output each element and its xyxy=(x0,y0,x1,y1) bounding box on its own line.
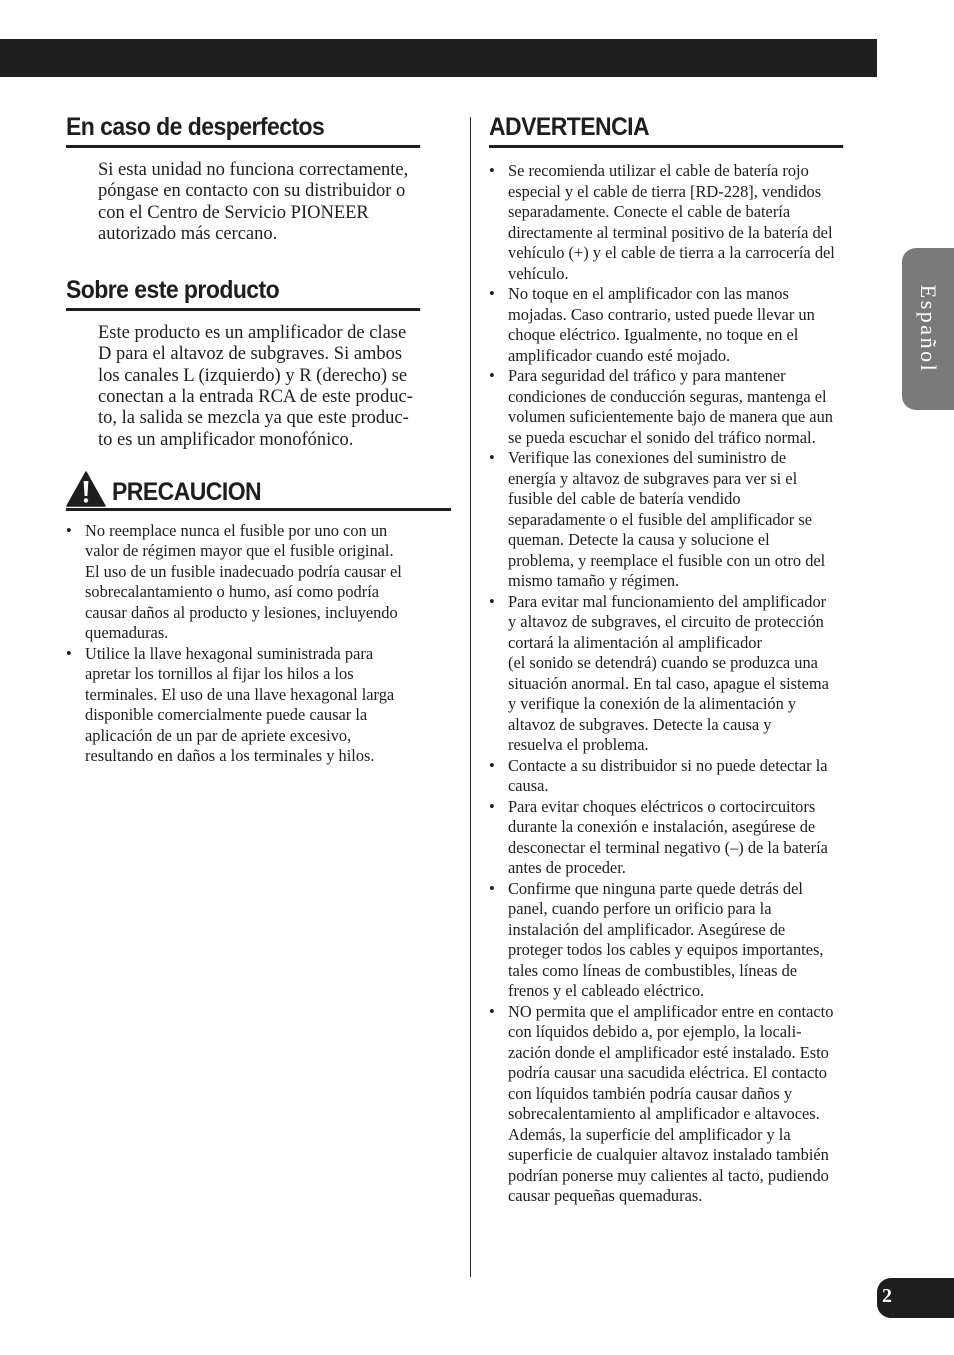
bullet-mark: • xyxy=(489,878,495,898)
text-line: se pueda escuchar el sonido del tráfico normal. xyxy=(508,427,816,447)
header-bar xyxy=(0,39,877,77)
text-line: zación donde el amplificador esté instalado. Esto xyxy=(508,1042,829,1062)
text-line: autorizado más cercano. xyxy=(98,223,278,244)
text-line: separadamente. Conecte el cable de batería xyxy=(508,202,791,221)
text-line: causa. xyxy=(508,776,549,795)
text-line: NO permita que el amplificador entre en contacto xyxy=(508,1001,834,1021)
text-line: disponible comercialmente puede causar la xyxy=(85,705,368,725)
text-line: con líquidos debido a, por ejemplo, la locali- xyxy=(508,1022,802,1041)
text-line: mismo tamaño y régimen. xyxy=(508,571,680,590)
text-line: queman. Detecte la causa y solucione el xyxy=(508,530,770,549)
text-line: resuelva el problema. xyxy=(508,735,649,754)
text-line: valor de régimen mayor que el fusible original. xyxy=(85,541,394,561)
bullet-mark: • xyxy=(489,448,495,467)
text-line: frenos y el cableado eléctrico. xyxy=(508,981,705,1000)
list-item xyxy=(489,879,874,1002)
text-line: proteger todos los cables y equipos importantes, xyxy=(508,940,824,959)
text-line: sobrecalentamiento al amplificador e altavoces. xyxy=(508,1104,820,1123)
text-line: tales como líneas de combustibles, líneas de xyxy=(508,960,798,980)
section-body-desperfectos xyxy=(98,160,451,245)
language-tab xyxy=(902,248,954,410)
text-line: podrían ponerse muy calientes al tacto, pudiendo xyxy=(508,1165,829,1185)
bullet-mark: • xyxy=(489,161,495,180)
text-line: cortará la alimentación al amplificador xyxy=(508,632,762,652)
bullet-mark: • xyxy=(489,591,495,611)
text-line: problema, y reemplace el fusible con un otro del xyxy=(508,550,826,570)
list-item xyxy=(489,592,874,756)
text-line: volumen suficientemente bajo de manera que aun xyxy=(508,407,833,426)
section-desperfectos xyxy=(66,112,451,245)
text-line: Contacte a su distribuidor si no puede detectar la xyxy=(508,755,828,775)
text-line: El uso de un fusible inadecuado podría causar el xyxy=(85,561,402,581)
text-line: y altavoz de subgraves, el circuito de protección xyxy=(508,612,824,631)
section-title-advertencia: ADVERTENCIA xyxy=(489,112,843,148)
text-line: to, la salida se mezcla ya que este produc- xyxy=(98,408,409,429)
page-number: 2 xyxy=(882,1285,892,1307)
text-line: especial y el cable de tierra [RD-228], vendidos xyxy=(508,181,822,201)
text-line: panel, cuando perfore un orificio para la xyxy=(508,899,772,918)
text-line: separadamente o el fusible del amplificador se xyxy=(508,509,813,529)
list-item xyxy=(489,1002,874,1207)
text-line: aplicación de un par de apriete excesivo, xyxy=(85,725,352,745)
text-line: situación anormal. En tal caso, apague el sistema xyxy=(508,673,829,693)
bullet-mark: • xyxy=(489,796,495,816)
text-line: vehículo (+) y el cable de tierra a la carrocería del xyxy=(508,243,835,262)
bullet-mark: • xyxy=(66,520,72,540)
text-line: quemaduras. xyxy=(85,623,169,643)
text-line: póngase en contacto con su distribuidor o xyxy=(98,181,406,202)
section-producto xyxy=(66,275,451,451)
text-line: No reemplace nunca el fusible por uno con un xyxy=(85,520,388,540)
text-line: choque eléctrico. Igualmente, no toque en el xyxy=(508,325,799,344)
bullet-mark: • xyxy=(66,643,72,663)
list-item xyxy=(66,521,451,644)
text-line: mojadas. Caso contrario, usted puede llevar un xyxy=(508,304,815,324)
text-line: energía y altavoz de subgraves para ver si el xyxy=(508,468,798,488)
text-line: Además, la superficie del amplificador y la xyxy=(508,1124,791,1144)
text-line: to es un amplificador monofónico. xyxy=(98,429,354,450)
section-body-producto xyxy=(98,323,451,451)
text-line: Para evitar choques eléctricos o cortocircuitors xyxy=(508,796,816,816)
list-item xyxy=(489,366,874,448)
text-line: Si esta unidad no funciona correctamente, xyxy=(98,160,409,180)
text-line: Para seguridad del tráfico y para mantener xyxy=(508,366,786,385)
section-precaucion xyxy=(66,471,451,767)
text-line: No toque en el amplificador con las manos xyxy=(508,284,789,303)
section-title-producto: Sobre este producto xyxy=(66,275,420,311)
warning-triangle-icon xyxy=(66,471,106,507)
text-line: durante la conexión e instalación, asegúrese de xyxy=(508,817,816,836)
list-item xyxy=(489,797,874,879)
text-line: directamente al terminal positivo de la batería del xyxy=(508,222,833,242)
text-line: altavoz de subgraves. Detecte la causa y xyxy=(508,714,772,734)
list-item xyxy=(66,644,451,767)
text-line: amplificador cuando esté mojado. xyxy=(508,345,731,365)
text-line: causar pequeñas quemaduras. xyxy=(508,1186,703,1205)
text-line: apretar los tornillos al fijar los hilos a los xyxy=(85,664,354,684)
text-line: y verifique la conexión de la alimentación y xyxy=(508,694,797,713)
text-line: instalación del amplificador. Asegúrese de xyxy=(508,919,786,939)
text-line: sobrecalantamiento o humo, así como podría xyxy=(85,582,380,602)
text-line: conectan a la entrada RCA de este produc- xyxy=(98,387,413,408)
precaucion-list xyxy=(66,521,451,767)
right-column xyxy=(489,112,874,1207)
text-line: Se recomienda utilizar el cable de batería rojo xyxy=(508,161,809,180)
list-item xyxy=(489,284,874,366)
text-line: podría causar una sacudida eléctrica. El contacto xyxy=(508,1063,828,1082)
section-title-desperfectos: En caso de desperfectos xyxy=(66,112,420,148)
text-line: Utilice la llave hexagonal suministrada para xyxy=(85,643,374,663)
text-line: con el Centro de Servicio PIONEER xyxy=(98,202,369,223)
text-line: terminales. El uso de una llave hexagonal larga xyxy=(85,684,395,704)
text-line: Este producto es un amplificador de clase xyxy=(98,323,407,344)
bullet-mark: • xyxy=(489,1001,495,1021)
text-line: (el sonido se detendrá) cuando se produzca una xyxy=(508,653,818,672)
text-line: desconectar el terminal negativo (–) de la batería xyxy=(508,837,828,857)
text-line: los canales L (izquierdo) y R (derecho) se xyxy=(98,365,408,386)
text-line: superficie de cualquier altavoz instalado también xyxy=(508,1145,829,1164)
bullet-mark: • xyxy=(489,366,495,385)
language-tab-label: Español xyxy=(916,284,941,374)
text-line: causar daños al producto y lesiones, incluyendo xyxy=(85,602,398,622)
precaucion-header xyxy=(66,471,451,511)
text-line: condiciones de conducción seguras, mantenga el xyxy=(508,386,827,406)
list-item xyxy=(489,756,874,797)
text-line: Confirme que ninguna parte quede detrás del xyxy=(508,878,803,898)
text-line: Verifique las conexiones del suministro de xyxy=(508,448,787,467)
bullet-mark: • xyxy=(489,755,495,775)
text-line: fusible del cable de batería vendido xyxy=(508,489,741,508)
bullet-mark: • xyxy=(489,284,495,303)
left-column xyxy=(66,112,451,767)
section-title-precaucion: PRECAUCION xyxy=(112,477,262,506)
list-item xyxy=(489,448,874,592)
advertencia-list xyxy=(489,161,874,1207)
text-line: vehículo. xyxy=(508,263,569,283)
text-line: con líquidos también podría causar daños y xyxy=(508,1083,793,1103)
text-line: D para el altavoz de subgraves. Si ambos xyxy=(98,344,403,365)
text-line: resultando en daños a los terminales y hilos. xyxy=(85,746,375,766)
column-divider xyxy=(470,117,471,1277)
page-number-tab xyxy=(877,1278,954,1318)
list-item xyxy=(489,161,874,284)
text-line: antes de proceder. xyxy=(508,858,626,877)
text-line: Para evitar mal funcionamiento del amplificador xyxy=(508,591,827,611)
